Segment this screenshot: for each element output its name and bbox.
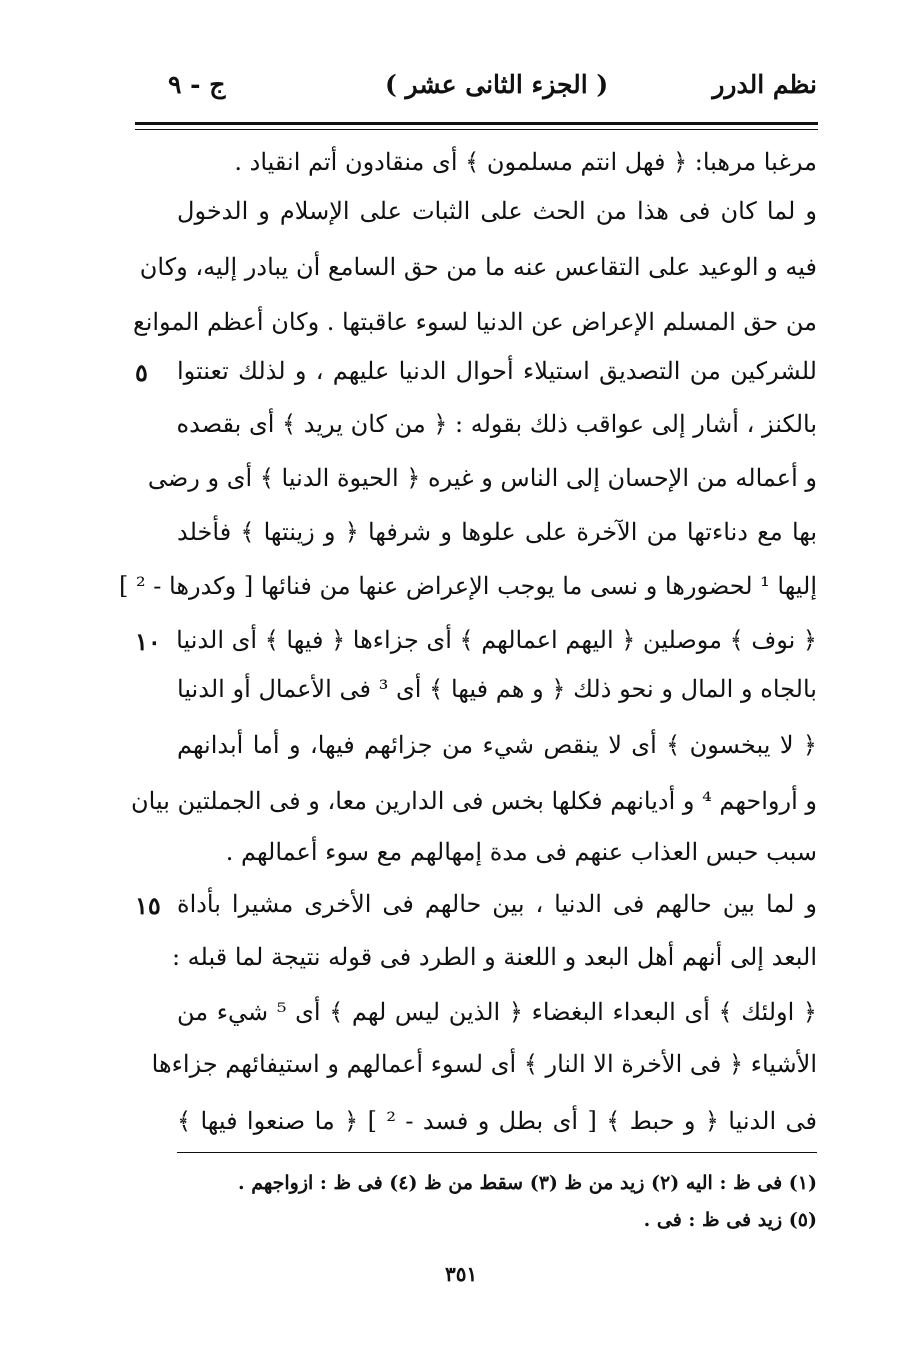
- text-line: للشركين من التصديق استيلاء أحوال الدنيا عليهم ، و لذلك تعنتوا: [177, 357, 817, 385]
- footnote: (١) فى ظ : اليه (٢) زيد من ظ (٣) سقط من ظ (٤) فى ظ : ازواجهم .: [238, 1172, 817, 1194]
- running-title: نظم الدرر: [712, 70, 817, 99]
- text-line: إليها ¹ لحضورها و نسى ما يوجب الإعراض عنها من فنائها [ وكدرها - ² ]: [119, 572, 817, 600]
- text-line: و لما كان فى هذا من الحث على الثبات على الإسلام و الدخول: [177, 197, 817, 225]
- text-line: سبب حبس العذاب عنهم فى مدة إمهالهم مع سوء أعمالهم .: [225, 838, 817, 866]
- volume-label: ج - ٩: [168, 70, 226, 99]
- text-line: و أرواحهم ⁴ و أديانهم فكلها بخس فى الدارين معا، و فى الجملتين بيان: [131, 787, 817, 815]
- text-line: الأشياء ﴿ فى الأخرة الا النار ﴾ أى لسوء أعمالهم و استيفائهم جزاءها: [151, 1050, 817, 1078]
- text-line: ﴿ نوف ﴾ موصلين ﴿ اليهم اعمالهم ﴾ أى جزاءها ﴿ فيها ﴾ أى الدنيا: [176, 626, 817, 654]
- text-line: ﴿ اولئك ﴾ أى البعداء البغضاء ﴿ الذين ليس لهم ﴾ أى ⁵ شيء من: [177, 998, 817, 1026]
- text-line: ﴿ لا يبخسون ﴾ أى لا ينقص شيء من جزائهم فيها، و أما أبدانهم: [177, 731, 817, 759]
- text-line: من حق المسلم الإعراض عن الدنيا لسوء عاقبتها . وكان أعظم الموانع: [132, 308, 817, 336]
- line-number: ١٥: [135, 891, 161, 920]
- header-rule-thin: [135, 129, 818, 130]
- text-line: فيه و الوعيد على التقاعس عنه ما من حق السامع أن يبادر إليه، وكان: [139, 253, 817, 281]
- text-line: فى الدنيا ﴿ و حبط ﴾ [ أى بطل و فسد - ² ] ﴿ ما صنعوا فيها ﴾: [177, 1107, 817, 1135]
- text-line: بالجاه و المال و نحو ذلك ﴿ و هم فيها ﴾ أى ³ فى الأعمال أو الدنيا: [177, 675, 817, 703]
- text-line: مرغبا مرهبا: ﴿ فهل انتم مسلمون ﴾ أى منقادون أتم انقياد .: [234, 148, 817, 176]
- footnote: (٥) زيد فى ظ : فى .: [643, 1209, 817, 1231]
- footnote-rule: [177, 1152, 817, 1153]
- header-rule-thick: [135, 122, 818, 125]
- text-line: بها مع دناءتها من الآخرة على علوها و شرفها ﴿ و زينتها ﴾ فأخلد: [177, 518, 817, 546]
- line-number: ٥: [135, 358, 148, 387]
- text-line: و أعماله من الإحسان إلى الناس و غيره ﴿ الحيوة الدنيا ﴾ أى و رضى: [147, 464, 817, 492]
- page-number: ٣٥١: [445, 1262, 478, 1286]
- part-heading: ( الجزء الثانى عشر ): [385, 70, 609, 99]
- text-line: البعد إلى أنهم أهل البعد و اللعنة و الطرد فى قوله نتيجة لما قبله :: [171, 943, 817, 971]
- line-number: ١٠: [135, 627, 161, 656]
- text-line: بالكنز ، أشار إلى عواقب ذلك بقوله : ﴿ من كان يريد ﴾ أى بقصده: [176, 410, 817, 438]
- text-line: و لما بين حالهم فى الدنيا ، بين حالهم فى الأخرى مشيرا بأداة: [177, 890, 817, 918]
